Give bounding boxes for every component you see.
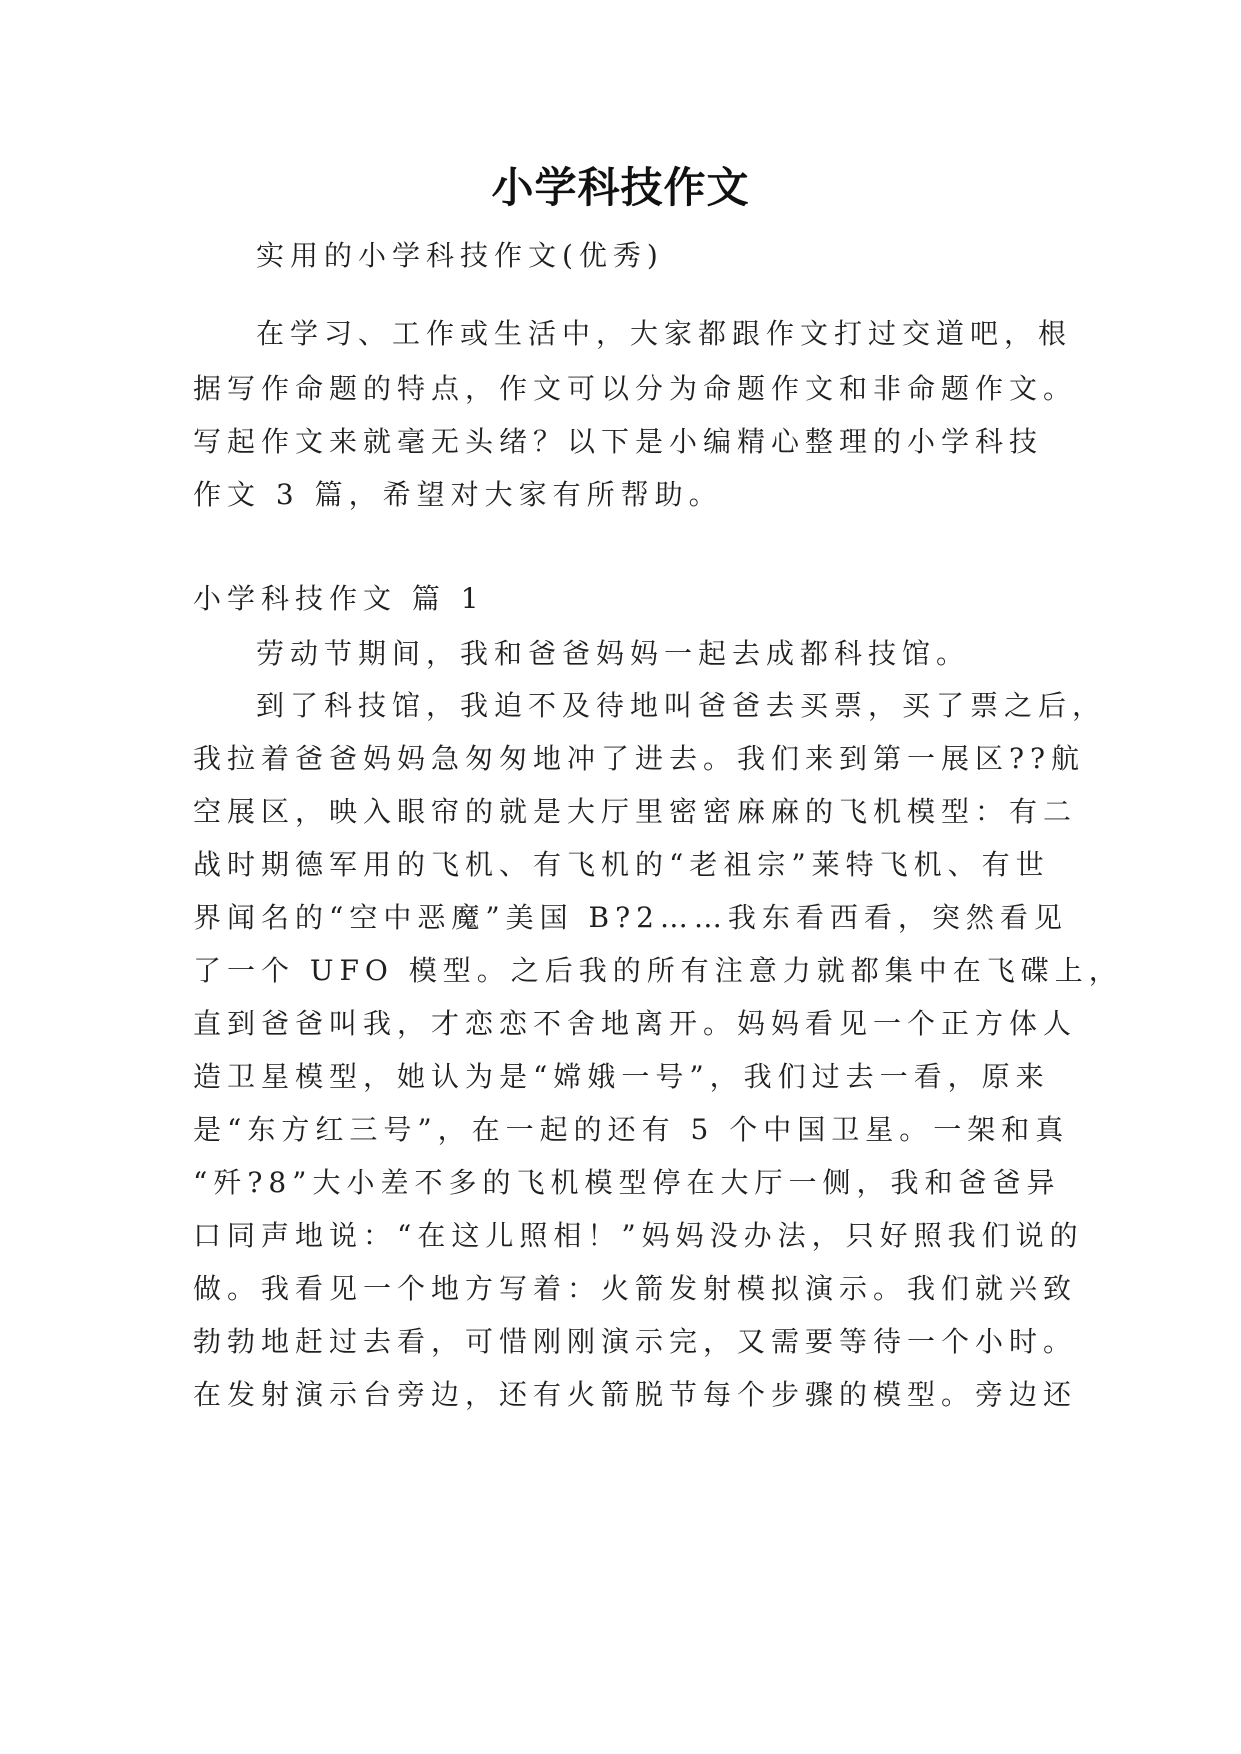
intro-line-2: 据写作命题的特点，作文可以分为命题作文和非命题作文。	[193, 372, 1078, 405]
body-line-9: 造卫星模型，她认为是“嫦娥一号”，我们过去一看，原来	[193, 1060, 1050, 1093]
intro-line-3: 写起作文来就毫无头绪？以下是小编精心整理的小学科技	[193, 425, 1044, 458]
body-line-8: 直到爸爸叫我，才恋恋不舍地离开。妈妈看见一个正方体人	[193, 1007, 1078, 1040]
body-line-15: 在发射演示台旁边，还有火箭脱节每个步骤的模型。旁边还	[193, 1378, 1078, 1411]
body-line-4: 空展区，映入眼帘的就是大厅里密密麻麻的飞机模型：有二	[193, 795, 1078, 828]
body-line-14: 勃勃地赶过去看，可惜刚刚演示完，又需要等待一个小时。	[193, 1325, 1078, 1358]
body-line-11: “歼?8”大小差不多的飞机模型停在大厅一侧，我和爸爸异	[193, 1166, 1061, 1199]
intro-line-1: 在学习、工作或生活中，大家都跟作文打过交道吧，根	[256, 317, 1073, 350]
body-line-3: 我拉着爸爸妈妈急匆匆地冲了进去。我们来到第一展区??航	[193, 742, 1086, 775]
body-line-13: 做。我看见一个地方写着：火箭发射模拟演示。我们就兴致	[193, 1272, 1078, 1305]
document-title: 小学科技作文	[491, 163, 750, 212]
body-line-7: 了一个 UFO 模型。之后我的所有注意力就都集中在飞碟上，	[193, 954, 1123, 987]
body-line-2: 到了科技馆，我迫不及待地叫爸爸去买票，买了票之后，	[256, 689, 1107, 722]
subtitle-line: 实用的小学科技作文(优秀)	[256, 239, 664, 272]
body-line-5: 战时期德军用的飞机、有飞机的“老祖宗”莱特飞机、有世	[193, 848, 1050, 881]
section-heading: 小学科技作文 篇 1	[193, 582, 485, 615]
body-line-1: 劳动节期间，我和爸爸妈妈一起去成都科技馆。	[256, 637, 971, 670]
body-line-6: 界闻名的“空中恶魔”美国 B?2……我东看西看，突然看见	[193, 901, 1068, 934]
body-line-10: 是“东方红三号”，在一起的还有 5 个中国卫星。一架和真	[193, 1113, 1070, 1146]
intro-line-4: 作文 3 篇，希望对大家有所帮助。	[193, 478, 723, 511]
body-line-12: 口同声地说：“在这儿照相！”妈妈没办法，只好照我们说的	[193, 1219, 1084, 1252]
